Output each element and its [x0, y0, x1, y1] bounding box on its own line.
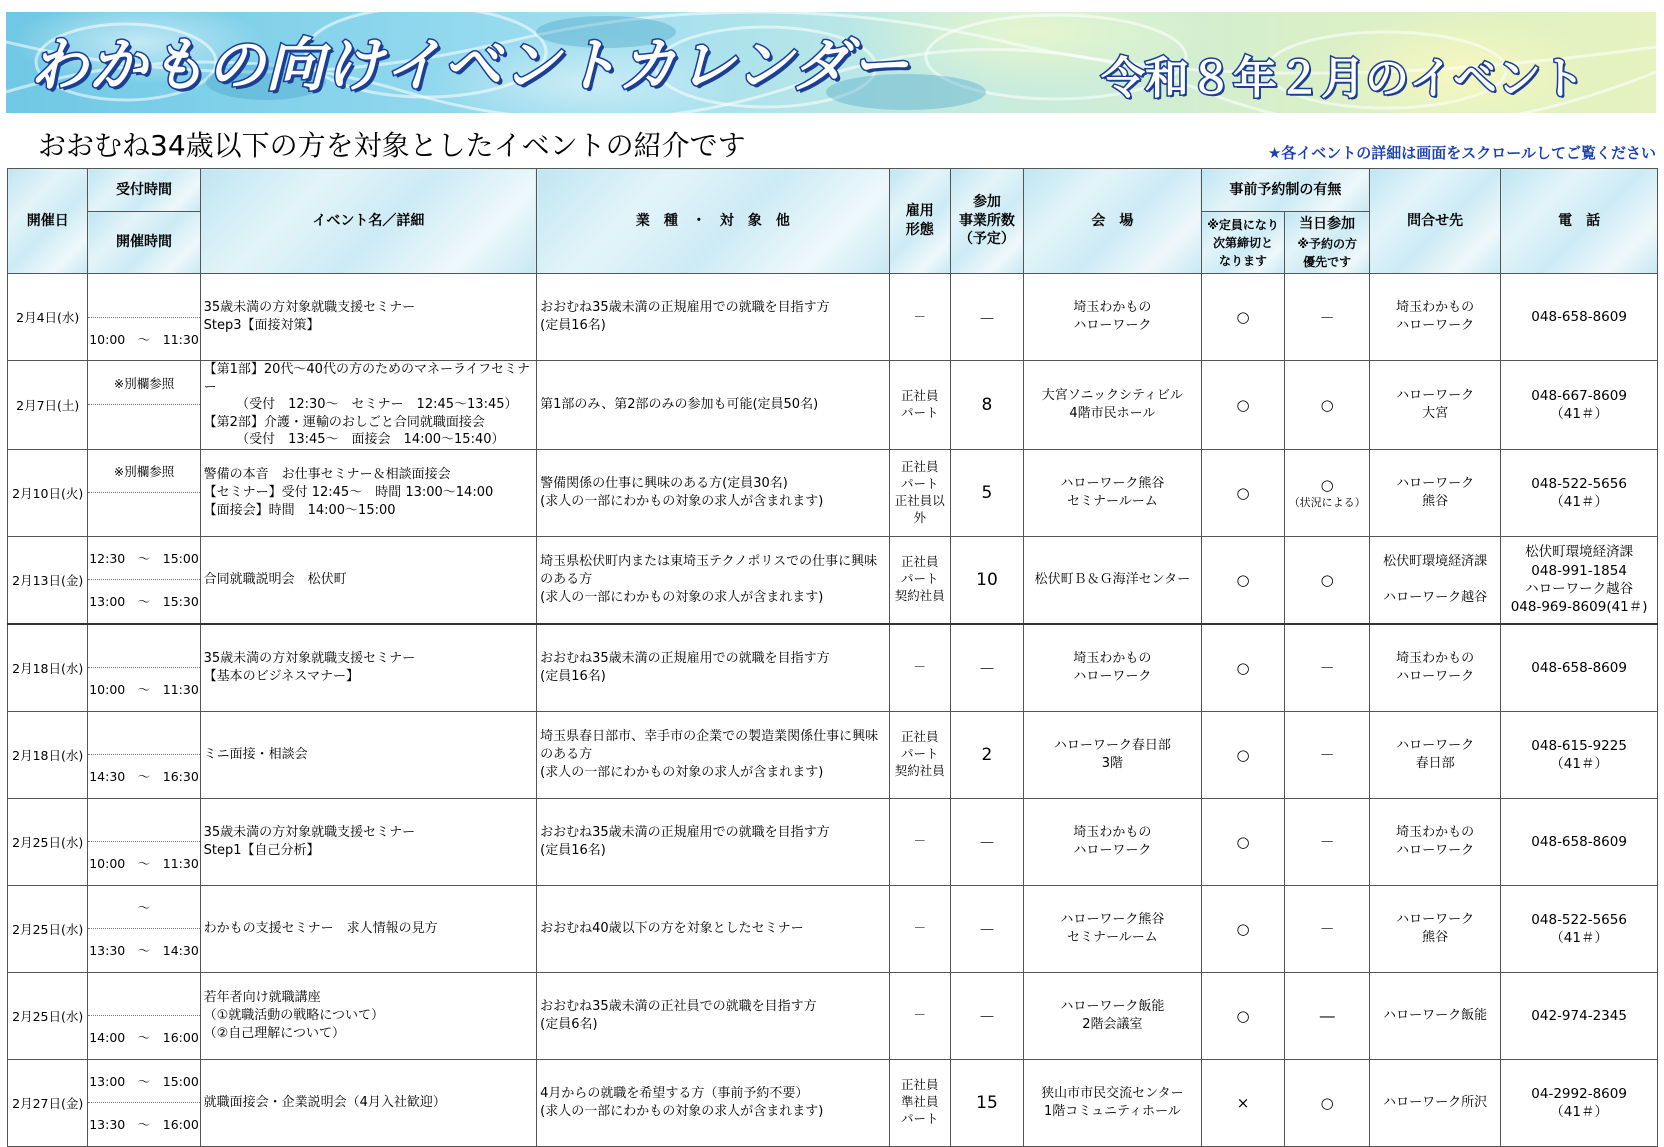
table-row	[8, 274, 1658, 361]
event-time: 14:00 ～ 16:00	[88, 1015, 199, 1059]
reception-time	[88, 712, 199, 755]
walkin-mark: ○	[1320, 570, 1334, 589]
phone-number: 04-2992-8609 （41＃）	[1501, 1059, 1658, 1146]
contact: ハローワーク 春日部	[1370, 711, 1501, 798]
employment-type: －	[889, 274, 950, 361]
phone-number: 042-974-2345	[1501, 972, 1658, 1059]
event-name: 就職面接会・企業説明会（4月入社歓迎）	[200, 1059, 537, 1146]
phone-number: 048-658-8609	[1501, 798, 1658, 885]
company-count: 15	[950, 1059, 1023, 1146]
reception-time	[88, 274, 199, 317]
reception-time: ※別欄参照	[113, 376, 175, 392]
table-row	[8, 536, 1658, 624]
venue: 狭山市市民交流センター 1階コミュニティホール	[1023, 1059, 1201, 1146]
event-times	[88, 972, 200, 1059]
reception-time: 12:30 ～ 15:00	[89, 550, 199, 566]
event-date: 2月25日(水)	[8, 798, 88, 885]
venue: ハローワーク春日部 3階	[1023, 711, 1201, 798]
phone-number: 048-658-8609	[1501, 274, 1658, 361]
phone-number: 048-615-9225 （41＃）	[1501, 711, 1658, 798]
employment-type: －	[889, 885, 950, 972]
contact: ハローワーク飯能	[1370, 972, 1501, 1059]
employment-type: 正社員 パート 契約社員	[889, 711, 950, 798]
table-row	[8, 1059, 1658, 1146]
event-name: 35歳未満の方対象就職支援セミナー Step1【自己分析】	[200, 798, 537, 885]
header-walkin-note: ※予約の方 優先です	[1297, 237, 1358, 269]
reservation-mark: ○	[1201, 798, 1285, 885]
walkin-cell	[1285, 972, 1370, 1059]
event-time: 10:00 ～ 11:30	[88, 317, 199, 361]
walkin-mark: ○	[1320, 475, 1334, 494]
event-date: 2月25日(水)	[8, 885, 88, 972]
contact: 埼玉わかもの ハローワーク	[1370, 798, 1501, 885]
event-times	[88, 449, 200, 536]
event-date: 2月27日(金)	[8, 1059, 88, 1146]
company-count: －	[950, 624, 1023, 712]
banner-month: 令和８年２月のイベント	[1101, 53, 1585, 104]
reservation-mark: ○	[1201, 449, 1285, 536]
walkin-mark: －	[1319, 746, 1335, 765]
company-count: 2	[950, 711, 1023, 798]
walkin-cell	[1285, 885, 1370, 972]
walkin-mark: －	[1319, 833, 1335, 852]
event-times	[88, 798, 200, 885]
event-name: 【第1部】20代～40代の方のためのマネーライフセミナー （受付 12:30～ セミナー 12:45～13:45） 【第2部】介護・運輸のおしごと合同就職面接会 （受付 13:45～ 面接会 14:00～15:40）	[200, 361, 537, 450]
event-target: 埼玉県春日部市、幸手市の企業での製造業関係仕事に興味のある方 (求人の一部にわかもの対象の求人が含まれます)	[537, 711, 889, 798]
venue: 埼玉わかもの ハローワーク	[1023, 274, 1201, 361]
phone-number: 松伏町環境経済課 048-991-1854 ハローワーク越谷 048-969-8609(41＃)	[1501, 536, 1658, 624]
employment-type: －	[889, 624, 950, 712]
event-times	[88, 361, 200, 450]
walkin-cell	[1285, 536, 1370, 624]
event-target: 埼玉県松伏町内または東埼玉テクノポリスでの仕事に興味のある方 (求人の一部にわかもの対象の求人が含まれます)	[537, 536, 889, 624]
table-row	[8, 798, 1658, 885]
event-date: 2月25日(水)	[8, 972, 88, 1059]
employment-type: 正社員 パート	[889, 361, 950, 450]
event-target: 第1部のみ、第2部のみの参加も可能(定員50名)	[537, 361, 889, 450]
venue: ハローワーク熊谷 セミナールーム	[1023, 449, 1201, 536]
walkin-mark: ○	[1320, 1093, 1334, 1112]
event-date: 2月18日(水)	[8, 711, 88, 798]
venue: 埼玉わかもの ハローワーク	[1023, 624, 1201, 712]
contact: ハローワーク 熊谷	[1370, 885, 1501, 972]
header-employment: 雇用 形態	[889, 169, 950, 274]
table-row	[8, 449, 1658, 536]
event-date: 2月10日(火)	[8, 449, 88, 536]
walkin-cell	[1285, 449, 1370, 536]
table-row	[8, 624, 1658, 712]
phone-number: 048-667-8609 （41＃）	[1501, 361, 1658, 450]
event-times	[88, 624, 200, 712]
contact: ハローワーク 熊谷	[1370, 449, 1501, 536]
page-subtitle: おおむね34歳以下の方を対象としたイベントの紹介です	[38, 129, 746, 162]
event-time: 14:30 ～ 16:30	[88, 754, 199, 798]
event-target: 警備関係の仕事に興味のある方(定員30名) (求人の一部にわかもの対象の求人が含まれます)	[537, 449, 889, 536]
venue: ハローワーク熊谷 セミナールーム	[1023, 885, 1201, 972]
header-hours: 開催時間	[88, 212, 200, 274]
header-companies: 参加 事業所数 （予定）	[950, 169, 1023, 274]
header-reservation: 事前予約制の有無	[1201, 169, 1369, 212]
event-date: 2月7日(土)	[8, 361, 88, 450]
event-times	[88, 274, 200, 361]
reservation-mark: ○	[1201, 972, 1285, 1059]
event-times	[88, 885, 200, 972]
table-row	[8, 361, 1658, 450]
reservation-mark: ○	[1201, 711, 1285, 798]
event-date: 2月4日(水)	[8, 274, 88, 361]
walkin-mark: －	[1319, 920, 1335, 939]
reservation-mark: ×	[1201, 1059, 1285, 1146]
event-time	[88, 404, 199, 448]
contact: ハローワーク 大宮	[1370, 361, 1501, 450]
event-name: ミニ面接・相談会	[200, 711, 537, 798]
header-phone: 電 話	[1501, 169, 1658, 274]
event-target: おおむね35歳未満の正規雇用での就職を目指す方 (定員16名)	[537, 274, 889, 361]
header-reception: 受付時間	[88, 169, 200, 212]
reservation-mark: ○	[1201, 536, 1285, 624]
company-count: －	[950, 885, 1023, 972]
header-reservation-note: ※定員になり 次第締切と なります	[1201, 212, 1285, 274]
venue: ハローワーク飯能 2階会議室	[1023, 972, 1201, 1059]
employment-type: 正社員 準社員 パート	[889, 1059, 950, 1146]
walkin-cell	[1285, 711, 1370, 798]
event-target: おおむね35歳未満の正規雇用での就職を目指す方 (定員16名)	[537, 798, 889, 885]
event-time: 13:30 ～ 14:30	[88, 928, 199, 972]
phone-number: 048-522-5656 （41＃）	[1501, 449, 1658, 536]
event-date: 2月18日(水)	[8, 624, 88, 712]
walkin-cell	[1285, 1059, 1370, 1146]
event-name: 警備の本音 お仕事セミナー＆相談面接会 【セミナー】受付 12:45～ 時間 13:00～14:00 【面接会】時間 14:00～15:00	[200, 449, 537, 536]
company-count: －	[950, 972, 1023, 1059]
walkin-mark: －	[1319, 659, 1335, 678]
contact: 松伏町環境経済課 ハローワーク越谷	[1370, 536, 1501, 624]
header-contact: 問合せ先	[1370, 169, 1501, 274]
contact: 埼玉わかもの ハローワーク	[1370, 274, 1501, 361]
reception-time	[88, 973, 199, 1016]
table-row	[8, 885, 1658, 972]
event-name: 35歳未満の方対象就職支援セミナー Step3【面接対策】	[200, 274, 537, 361]
header-walkin-title: 当日参加	[1299, 216, 1356, 232]
event-target: おおむね35歳未満の正規雇用での就職を目指す方 (定員16名)	[537, 624, 889, 712]
header-venue: 会 場	[1023, 169, 1201, 274]
event-target: おおむね35歳未満の正社員での就職を目指す方 (定員6名)	[537, 972, 889, 1059]
employment-type: 正社員 パート 正社員以外	[889, 449, 950, 536]
phone-number: 048-522-5656 （41＃）	[1501, 885, 1658, 972]
event-target: おおむね40歳以下の方を対象としたセミナー	[537, 885, 889, 972]
event-name: 若年者向け就職講座 （①就職活動の戦略について） （②自己理解について）	[200, 972, 537, 1059]
event-time: 10:00 ～ 11:30	[88, 667, 199, 711]
event-time: 13:30 ～ 16:00	[88, 1102, 199, 1146]
event-table	[7, 168, 1658, 1147]
company-count: －	[950, 798, 1023, 885]
walkin-cell	[1285, 798, 1370, 885]
company-count: 8	[950, 361, 1023, 450]
walkin-mark: ○	[1320, 395, 1334, 414]
employment-type: －	[889, 972, 950, 1059]
contact: ハローワーク所沢	[1370, 1059, 1501, 1146]
venue: 大宮ソニックシティビル 4階市民ホール	[1023, 361, 1201, 450]
reservation-mark: ○	[1201, 624, 1285, 712]
header-date: 開催日	[8, 169, 88, 274]
walkin-cell	[1285, 361, 1370, 450]
event-name: 合同就職説明会 松伏町	[200, 536, 537, 624]
header-walkin	[1285, 212, 1370, 274]
reception-time	[88, 625, 199, 668]
reception-time: ～	[137, 899, 151, 915]
event-date: 2月13日(金)	[8, 536, 88, 624]
event-times	[88, 536, 200, 624]
contact: 埼玉わかもの ハローワーク	[1370, 624, 1501, 712]
phone-number: 048-658-8609	[1501, 624, 1658, 712]
header-target: 業 種 ・ 対 象 他	[537, 169, 889, 274]
reservation-mark: ○	[1201, 274, 1285, 361]
venue: 埼玉わかもの ハローワーク	[1023, 798, 1201, 885]
company-count: 10	[950, 536, 1023, 624]
reservation-mark: ○	[1201, 361, 1285, 450]
event-name: 35歳未満の方対象就職支援セミナー 【基本のビジネスマナー】	[200, 624, 537, 712]
reception-time: ※別欄参照	[113, 463, 175, 479]
company-count: 5	[950, 449, 1023, 536]
venue: 松伏町Ｂ＆Ｇ海洋センター	[1023, 536, 1201, 624]
reception-time: 13:00 ～ 15:00	[89, 1073, 199, 1089]
event-name: わかもの支援セミナー 求人情報の見方	[200, 885, 537, 972]
table-row	[8, 711, 1658, 798]
walkin-cell	[1285, 274, 1370, 361]
event-times	[88, 1059, 200, 1146]
employment-type: －	[889, 798, 950, 885]
employment-type: 正社員 パート 契約社員	[889, 536, 950, 624]
event-time: 10:00 ～ 11:30	[88, 841, 199, 885]
walkin-cell	[1285, 624, 1370, 712]
header-event: イベント名／詳細	[200, 169, 537, 274]
reception-time	[88, 799, 199, 842]
banner	[6, 12, 1656, 113]
reservation-mark: ○	[1201, 885, 1285, 972]
table-row	[8, 972, 1658, 1059]
banner-title: わかもの向けイベントカレンダー	[30, 31, 910, 99]
event-time: 13:00 ～ 15:30	[88, 579, 199, 623]
event-target: 4月からの就職を希望する方（事前予約不要） (求人の一部にわかもの対象の求人が含まれます)	[537, 1059, 889, 1146]
walkin-mark: －	[1319, 308, 1335, 327]
event-times	[88, 711, 200, 798]
scroll-note: ★各イベントの詳細は画面をスクロールしてご覧ください	[1267, 144, 1656, 162]
walkin-note: （状況による）	[1288, 495, 1366, 509]
event-time	[88, 492, 199, 536]
company-count: －	[950, 274, 1023, 361]
walkin-mark: ―	[1319, 1006, 1335, 1025]
